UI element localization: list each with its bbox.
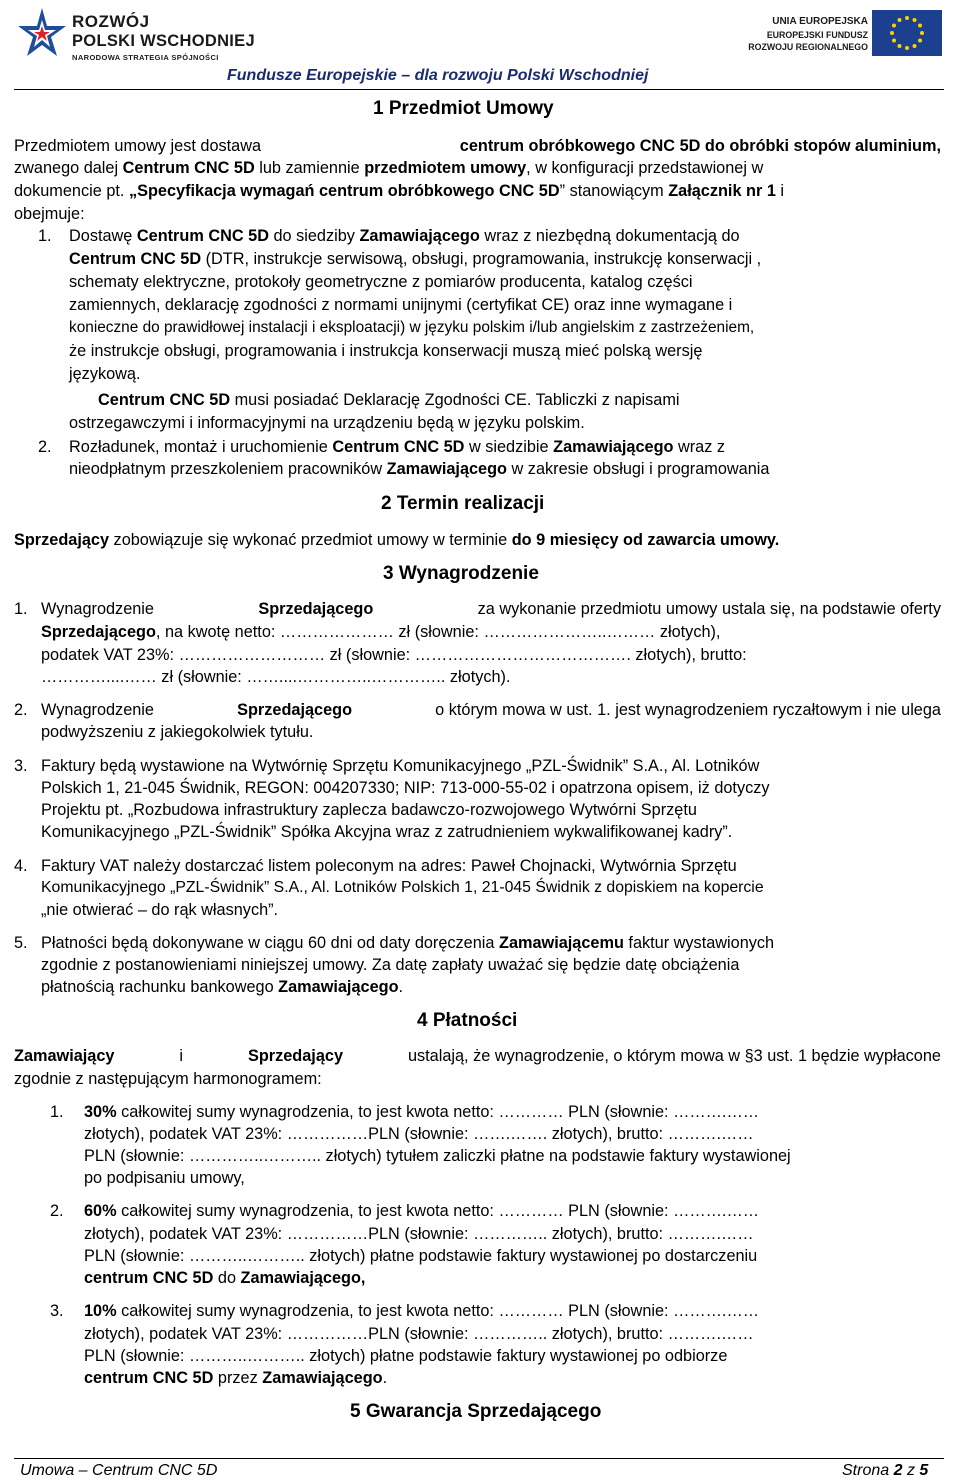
rozwoj-polski-wschodniej-logo: [16, 6, 256, 62]
section1-item1-line-5: konieczne do prawidłowej instalacji i eksploatacji) w języku polskim i/lub angielskim z zastrzeżeniem,: [69, 319, 755, 336]
section4-item2-line-3: PLN (słownie: ………..……….. złotych) płatne podstawie faktury wystawionej po dostarczeniu: [84, 1247, 758, 1265]
section1-item1-line-1: Dostawę Centrum CNC 5D do siedziby Zamawiającego wraz z niezbędną dokumentacją do: [69, 227, 740, 245]
section3-item3-line-1: Faktury będą wystawione na Wytwórnię Sprzętu Komunikacyjnego „PZL-Świdnik” S.A., Al. Lotników: [41, 757, 760, 775]
footer-left: Umowa – Centrum CNC 5D: [20, 1462, 218, 1479]
section4-item2-line-1: 60% całkowitej sumy wynagrodzenia, to jest kwota netto: ………… PLN (słownie: ……….……: [84, 1202, 760, 1220]
section1-item1-number: 1.: [38, 227, 52, 245]
section5-heading: 5 Gwarancja Sprzedającego: [350, 1401, 602, 1422]
section4-intro-line-1: Zamawiający i Sprzedający ustalają, że wynagrodzenie, o którym mowa w §3 ust. 1 będzie wypłacone: [14, 1047, 941, 1065]
section1-heading: 1 Przedmiot Umowy: [373, 98, 554, 119]
eu-fund-logo: [746, 10, 942, 60]
section1-item1-line-8: Centrum CNC 5D musi posiadać Deklarację Zgodności CE. Tabliczki z napisami: [98, 391, 680, 409]
section1-item1-line-2: Centrum CNC 5D (DTR, instrukcje serwisową, obsługi, programowania, instrukcję konserwacji ,: [69, 250, 762, 268]
section4-item2-line-2: złotych), podatek VAT 23%: ……………PLN (słownie: ………….. złotych), brutto: ……….……: [84, 1225, 754, 1243]
section2-text: Sprzedający zobowiązuje się wykonać przedmiot umowy w terminie do 9 miesięcy od zawarcia umowy.: [14, 531, 780, 549]
section3-item3-line-3: Projektu pt. „Rozbudowa infrastruktury zaplecza badawczo-rozwojowego Wytwórni Sprzętu: [41, 801, 697, 819]
section1-item2-number: 2.: [38, 438, 52, 456]
section3-item2-line-1: Wynagrodzenie Sprzedającego o którym mowa w ust. 1. jest wynagrodzeniem ryczałtowym i nie ulega: [41, 701, 941, 719]
section3-item1-line-1: Wynagrodzenie Sprzedającego za wykonanie przedmiotu umowy ustala się, na podstawie oferty: [41, 600, 941, 618]
section4-item1-line-1: 30% całkowitej sumy wynagrodzenia, to jest kwota netto: ………… PLN (słownie: ……….……: [84, 1103, 760, 1121]
logo-right-line1: UNIA EUROPEJSKA: [772, 16, 868, 27]
section3-item5-line-1: Płatności będą dokonywane w ciągu 60 dni od daty doręczenia Zamawiającemu faktur wystawionych: [41, 934, 775, 952]
tagline: Fundusze Europejskie – dla rozwoju Polski Wschodniej: [227, 67, 649, 84]
section4-item1-line-2: złotych), podatek VAT 23%: ……………PLN (słownie: …….……. złotych), brutto: ……….……: [84, 1125, 754, 1143]
section3-heading: 3 Wynagrodzenie: [383, 563, 539, 584]
eu-flag-icon: [872, 10, 942, 56]
section4-item1-line-4: po podpisaniu umowy,: [84, 1169, 245, 1187]
section3-item4-line-2: Komunikacyjnego „PZL-Świdnik” S.A., Al. Lotników Polskich 1, 21-045 Świdnik z dopiskiem na kopercie: [41, 879, 764, 896]
section3-item1-number: 1.: [14, 600, 28, 618]
section3-item5-line-2: zgodnie z postanowieniami niniejszej umowy. Za datę zapłaty uważać się będzie datę obciążenia: [41, 956, 740, 974]
section1-item1-line-7: językową.: [69, 365, 141, 383]
section3-item2-number: 2.: [14, 701, 28, 719]
logo-left-line2: POLSKI WSCHODNIEJ: [72, 32, 255, 50]
section3-item2-line-2: podwyższeniu z jakiegokolwiek tytułu.: [41, 723, 314, 741]
section1-item2-line-2: nieodpłatnym przeszkoleniem pracowników Zamawiającego w zakresie obsługi i programowania: [69, 460, 770, 478]
section3-item1-line-3: podatek VAT 23%: ……………………… zł (słownie: …………………………………. złotych), brutto:: [41, 646, 747, 664]
section3-item5-number: 5.: [14, 934, 28, 952]
logo-left-line1: ROZWÓJ: [72, 12, 150, 31]
section1-intro-line-2: zwanego dalej Centrum CNC 5D lub zamiennie przedmiotem umowy, w konfiguracji przedstawionej w: [14, 159, 764, 177]
section1-item1-line-4: zamiennych, deklarację zgodności z normami unijnymi (certyfikat CE) oraz inne wymagane i: [69, 296, 733, 314]
section3-item1-line-4: …………....…… zł (słownie: ……....…………..………….. złotych).: [41, 668, 511, 686]
section4-item3-line-3: PLN (słownie: ………..……….. złotych) płatne podstawie faktury wystawionej po odbiorze: [84, 1347, 728, 1365]
section4-heading: 4 Płatności: [417, 1010, 518, 1031]
star-logo-icon: [16, 6, 68, 62]
footer-rule: [14, 1458, 944, 1459]
section4-intro-line-2: zgodnie z następującym harmonogramem:: [14, 1070, 322, 1088]
logo-left-line3: NARODOWA STRATEGIA SPÓJNOŚCI: [72, 53, 219, 62]
section3-item4-line-1: Faktury VAT należy dostarczać listem poleconym na adres: Paweł Chojnacki, Wytwórnia Sprzętu: [41, 857, 737, 875]
section3-item5-line-3: płatnością rachunku bankowego Zamawiającego.: [41, 978, 404, 996]
section4-item1-number: 1.: [50, 1103, 64, 1121]
section1-item2-line-1: Rozładunek, montaż i uruchomienie Centrum CNC 5D w siedzibie Zamawiającego wraz z: [69, 438, 726, 456]
logo-right-line3: ROZWOJU REGIONALNEGO: [748, 42, 868, 52]
section4-item3-number: 3.: [50, 1302, 64, 1320]
section1-item1-line-3: schematy elektryczne, protokoły geometryczne z pomiarów producenta, katalog części: [69, 273, 693, 291]
section3-item4-number: 4.: [14, 857, 28, 875]
section1-intro-line-4: obejmuje:: [14, 205, 85, 223]
footer-page-number: Strona 2 z 5: [842, 1462, 929, 1479]
section3-item3-line-2: Polskich 1, 21-045 Świdnik, REGON: 004207330; NIP: 713-000-55-02 i opatrzona opisem, iż dotyczy: [41, 779, 770, 797]
section1-item1-line-9: ostrzegawczymi i informacyjnymi na urządzeniu będą w języku polskim.: [69, 414, 585, 432]
header-rule: [14, 89, 944, 90]
section4-item2-line-4: centrum CNC 5D do Zamawiającego,: [84, 1269, 366, 1287]
section3-item3-line-4: Komunikacyjnego „PZL-Świdnik” Spółka Akcyjna wraz z zatrudnieniem wykwalifikowanej kadry”.: [41, 823, 733, 841]
logo-right-line2: EUROPEJSKI FUNDUSZ: [766, 30, 868, 40]
section3-item1-line-2: Sprzedającego, na kwotę netto: ………………… zł (słownie: …………………..……… złotych),: [41, 623, 721, 641]
section4-item1-line-3: PLN (słownie: …………..……….. złotych) tytułem zaliczki płatne na podstawie faktury wystawionej: [84, 1147, 791, 1165]
section2-heading: 2 Termin realizacji: [381, 493, 545, 514]
section4-item3-line-1: 10% całkowitej sumy wynagrodzenia, to jest kwota netto: ………… PLN (słownie: ……….……: [84, 1302, 760, 1320]
section3-item4-line-3: „nie otwierać – do rąk własnych”.: [41, 901, 279, 919]
section4-item3-line-4: centrum CNC 5D przez Zamawiającego.: [84, 1369, 388, 1387]
section4-item2-number: 2.: [50, 1202, 64, 1220]
section1-item1-line-6: że instrukcje obsługi, programowania i instrukcja konserwacji muszą mieć polską wersję: [69, 342, 703, 360]
section3-item3-number: 3.: [14, 757, 28, 775]
section1-intro-line-1: Przedmiotem umowy jest dostawa centrum obróbkowego CNC 5D do obróbki stopów aluminium,: [14, 137, 941, 155]
section1-intro-line-3: dokumencie pt. „Specyfikacja wymagań centrum obróbkowego CNC 5D” stanowiącym Załącznik nr 1 i: [14, 182, 785, 200]
section4-item3-line-2: złotych), podatek VAT 23%: ……………PLN (słownie: ………….. złotych), brutto: ……….……: [84, 1325, 754, 1343]
